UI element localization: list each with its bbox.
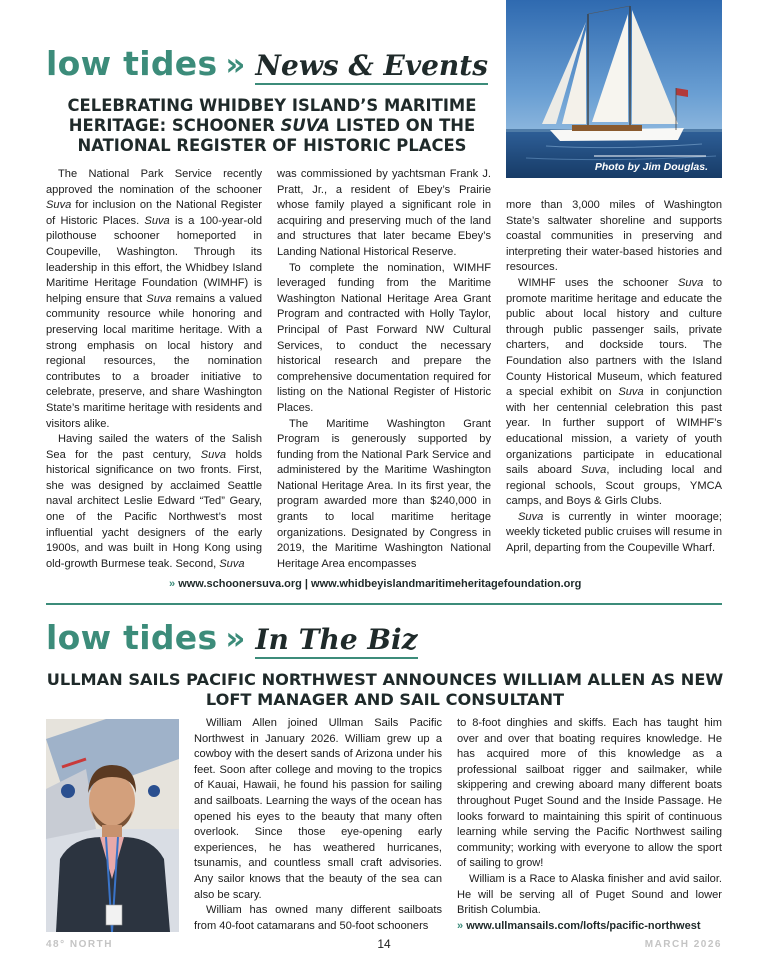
text-run: The National Park Service recently approved the nomination of the schooner [46, 168, 262, 196]
paragraph [46, 432, 262, 572]
paragraph: William has owned many different sailboats from 40-foot catamarans and 50-foot schooners [194, 904, 442, 932]
section-header-news-events [46, 44, 488, 85]
section-label: low tides [46, 618, 218, 657]
link-arrow-icon: » [169, 578, 176, 590]
page-number: 14 [377, 937, 391, 951]
link-arrow-icon: » [457, 920, 464, 932]
emphasis-text: Suva [46, 199, 72, 212]
paragraph: more than 3,000 miles of Washington State’s saltwater shoreline and supports coastal communities in preserving and interpreting their water-based histories and resources. [506, 199, 722, 274]
photo-credit: Photo by Jim Douglas. [594, 161, 708, 173]
footer-issue: MARCH 2026 [644, 939, 722, 950]
portrait-illustration [46, 719, 179, 932]
paragraph: to 8-foot dinghies and skiffs. Each has taught him over and over that boating requires knowledge. He has acquired more of this knowledge as a professional sailboat rigger and sailmaker, while skippering and crewing aboard many different boats throughout Puget Sound and the Inside Passage. He looks forward to maintaining this spirit of continuous learning while serving the Pacific Northwest sailing community; working with everyone to allow the sport of sailing to grow! [457, 717, 722, 870]
footer-publication: 48° NORTH [46, 939, 113, 950]
text-run: is a 100-year-old pilothouse schooner homeported in Coupeville, Washington. Through its leadership in this effort, the Whidbey Island Maritime Heritage Foundation (WIMHF) is helping ensure that [46, 214, 262, 305]
paragraph: William is a Race to Alaska finisher and avid sailor. He will be serving all of Puget Sound and lower British Columbia. [457, 872, 722, 917]
chevron-icon: » [225, 621, 246, 657]
paragraph: was commissioned by yachtsman Frank J. Pratt, Jr., a resident of Ebey’s Prairie whose family played a significant role in acquiring and preserving much of the land and structures that later became Ebey’s Landing National Historical Reserve. [277, 168, 491, 258]
website-links[interactable]: www.schoonersuva.org | www.whidbeyislandmaritimeheritagefoundation.org [178, 578, 582, 590]
paragraph [506, 276, 722, 510]
paragraph: William Allen joined Ullman Sails Pacific Northwest in January 2026. William grew up a cowboy with the desert sands of Arizona under his feet. Soon after college and moving to the tropics of Kauai, Hawaii, he found his passion for sailing and sailboats. Learning the ways of the ocean has opened his eyes to the beauty that many often overlook. Since those eye-opening early experiences, he has weathered hurricanes, tsunamis, and countless small craft advisories. Any sailor knows that the beauty of the sea can also be scary. [194, 717, 442, 901]
article-headline-ullman: ULLMAN SAILS PACIFIC NORTHWEST ANNOUNCES WILLIAM ALLEN AS NEW LOFT MANAGER AND SAIL CONSULTANT [46, 670, 724, 709]
emphasis-text: Suva [581, 464, 607, 477]
text-run: WIMHF uses the schooner [518, 276, 678, 289]
text-run: , including local and regional schools, Scout groups, YMCA camps, and Boys & Girls Clubs. [506, 464, 722, 508]
emphasis-text: Suva [518, 510, 544, 523]
emphasis-text: Suva [146, 292, 172, 305]
text-run: for inclusion on the National Register of Historic Places. [46, 199, 262, 227]
section-divider [46, 603, 722, 605]
text-run: holds historical significance on two fronts. First, she was designed by acclaimed Seattle naval architect Leslie Edward “Ted” Geary, one of the Pacific Northwest’s most influential yacht designers of the early 1900s, and was built in Hong Kong using old-growth Burmese teak. Second, [46, 448, 262, 570]
text-run: remains a valued community resource while honoring and preserving local maritime heritage. With a strong emphasis on local history and regional resources, the nomination contributes to a broader initiative to celebrate, preserve, and share Washington State’s maritime heritage with residents and visitors alike. [46, 292, 262, 430]
article-column-2 [277, 167, 491, 572]
emphasis-text: Suva [200, 448, 227, 461]
text-run: in conjunction with her centennial celebration this past year. In further support of WIMHF’s educational mission, a variety of youth organizations participate in educational sails aboard [506, 386, 722, 477]
paragraph: To complete the nomination, WIMHF leveraged funding from the Maritime Washington National Heritage Area Grant Program and contracted with Holly Taylor, Principal of Past Forward NW Cultural Services, to conduct the necessary historical research and prepare the comprehensive documentation required for listing on the National Register of Historic Places. [277, 261, 491, 414]
emphasis-text: Suva [618, 386, 644, 399]
schooner-illustration [506, 0, 722, 178]
paragraph: The Maritime Washington Grant Program is generously supported by funding from the National Park Service and administered by the Maritime Washington National Heritage Area. In its first year, the program awarded more than $240,000 in grants to local maritime heritage organizations. Designated by Congress in 2019, the Maritime Washington National Heritage Area encompasses [277, 417, 491, 570]
section-subtitle: In The Biz [255, 623, 417, 659]
emphasis-text: Suva [219, 557, 245, 570]
headline-emphasis: SUVA [280, 116, 330, 135]
william-allen-photo [46, 719, 179, 932]
text-run: to promote maritime heritage and educate the public about local history and culture through public passenger sails, private charters, and dockside tours. The Foundation also partners with the Island County Historical Museum, which featured a special exhibit on [506, 276, 722, 399]
paragraph [506, 510, 722, 557]
headline-text-1: CELEBRATING WHIDBEY ISLAND’S MARITIME HERITAGE: SCHOONER [67, 96, 477, 135]
chevron-icon: » [225, 47, 246, 83]
schooner-photo [506, 0, 722, 178]
biz-link [457, 920, 701, 932]
article-headline-suva [46, 96, 498, 156]
text-run: is currently in winter moorage; weekly ticketed public cruises will resume in April, departing from the Coupeville Wharf. [506, 510, 722, 555]
article-column-3 [506, 198, 722, 557]
article-column-1 [46, 167, 262, 572]
paragraph [46, 167, 262, 432]
article-column-biz-1 [194, 716, 442, 934]
emphasis-text: Suva [677, 276, 704, 289]
headline-text-2: LISTED ON THE NATIONAL REGISTER OF HISTORIC PLACES [77, 116, 476, 155]
section-subtitle: News & Events [255, 49, 488, 85]
section-header-in-the-biz [46, 618, 418, 659]
article-column-biz-2 [457, 716, 722, 919]
emphasis-text: Suva [144, 214, 170, 227]
article-links [169, 578, 581, 590]
section-label: low tides [46, 44, 218, 83]
text-run: Having sailed the waters of the Salish Sea for the past century, [46, 433, 262, 461]
ullman-link[interactable]: www.ullmansails.com/lofts/pacific-northwest [466, 920, 701, 932]
